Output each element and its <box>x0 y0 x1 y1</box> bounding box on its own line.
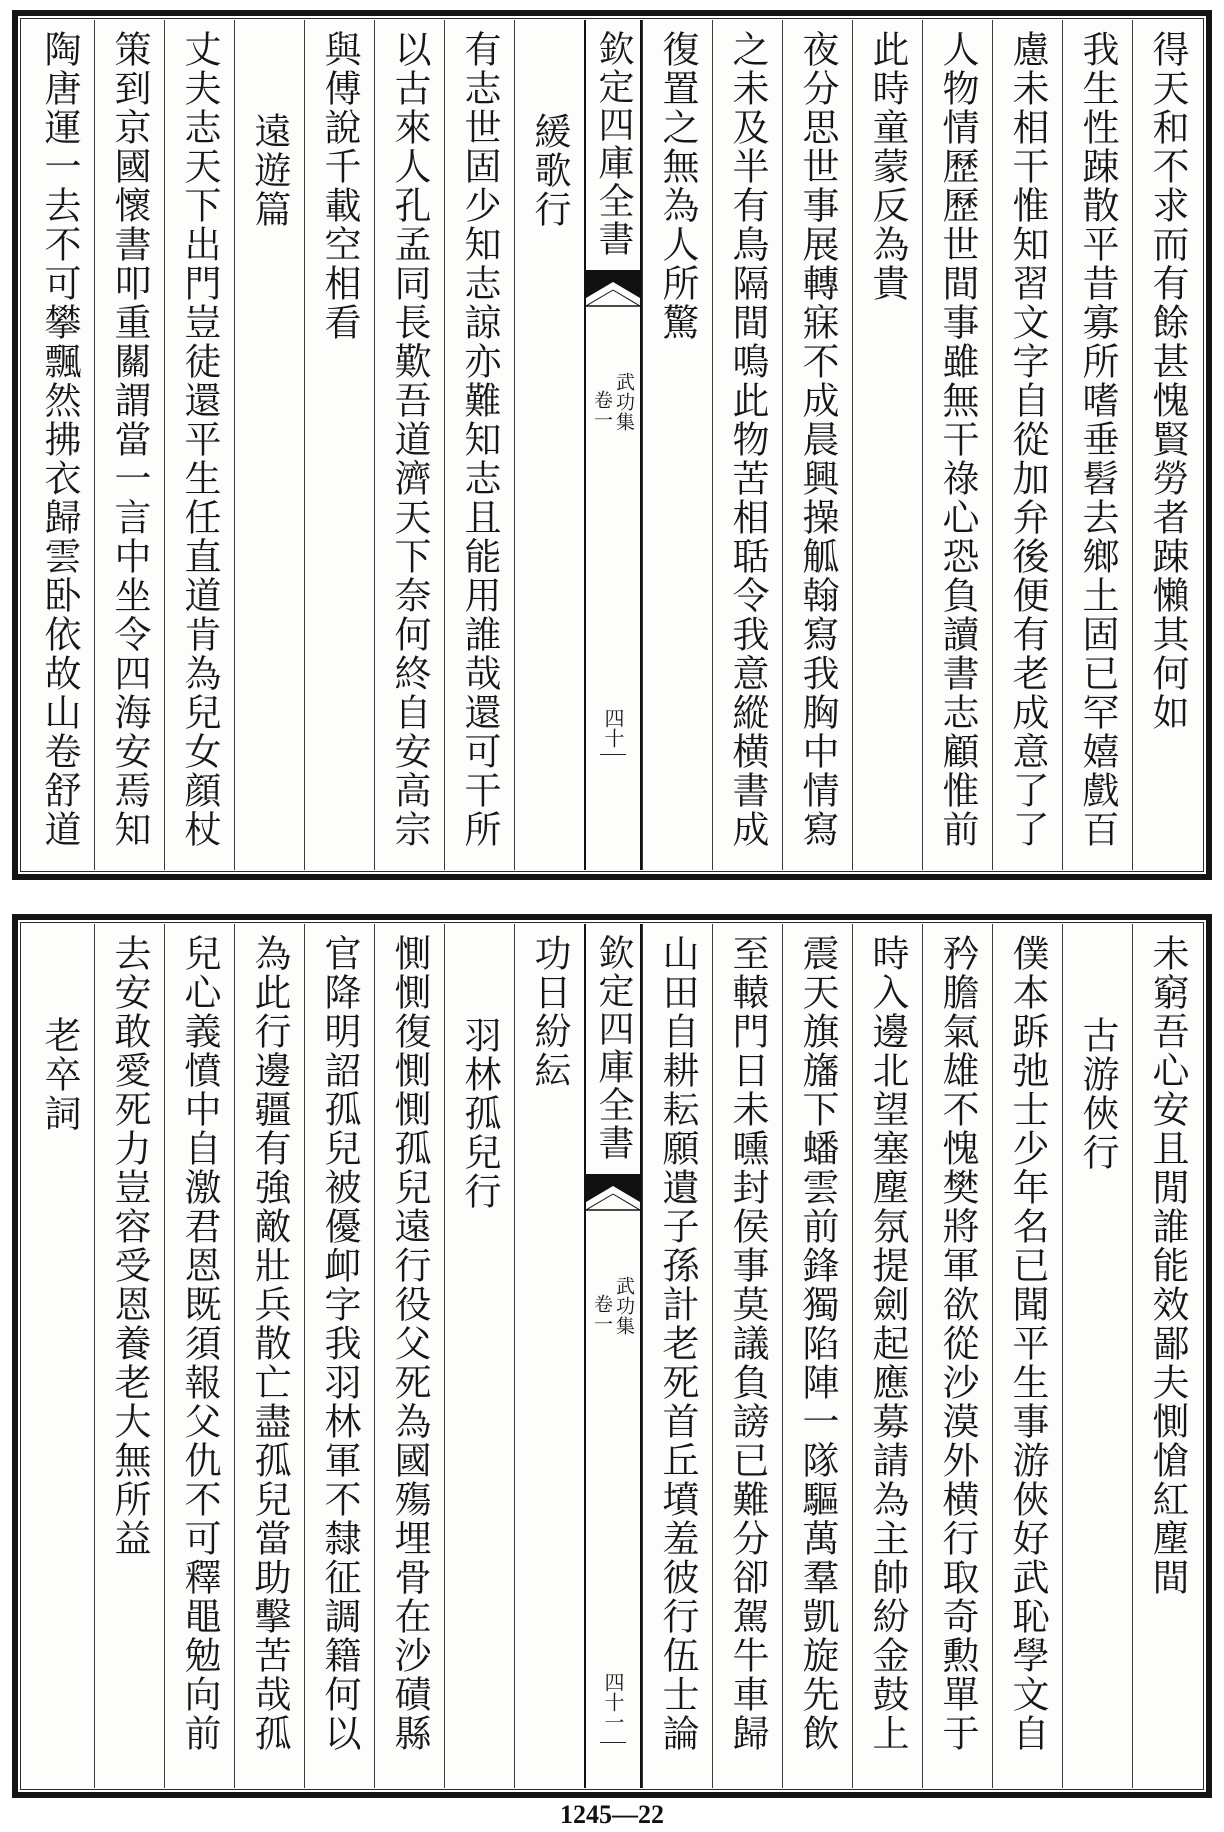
text-column: 至轅門日未曛封侯事莫議負謗已難分卻駕牛車歸 <box>712 924 782 1788</box>
bottom-text-columns <box>22 924 1202 1788</box>
leaf-number: 四十一 <box>601 1672 625 1732</box>
leaf-rule <box>600 754 626 755</box>
text-column: 有志世固少知志諒亦難知志且能用誰哉還可干所 <box>444 20 514 870</box>
page-code: 1245—22 <box>560 1800 664 1829</box>
text-column: 之未及半有鳥隔間鳴此物苦相聒令我意縱横書成 <box>712 20 782 870</box>
text-column: 得天和不求而有餘甚愧賢勞者踈懶其何如 <box>1132 20 1202 870</box>
text-column: 功日紛紜 <box>514 924 584 1788</box>
text-column: 官降明詔孤兒被優卹字我羽林軍不隸征調籍何以 <box>304 924 374 1788</box>
text-column: 山田自耕耘願遺子孫計老死首丘墳羞彼行伍士論 <box>642 924 712 1788</box>
text-column: 兒心義憤中自激君恩既須報父仇不可釋黽勉向前 <box>164 924 234 1788</box>
text-column: 夜分思世事展轉寐不成晨興操觚翰寫我胸中情寫 <box>782 20 852 870</box>
text-column: 我生性踈散平昔寡所嗜垂髫去鄉土固已罕嬉戲百 <box>1062 20 1132 870</box>
book-title: 武功集 <box>613 1276 635 1336</box>
text-column: 震天旗旛下蟠雲前鋒獨陷陣一隊驅萬羣凱旋先飲 <box>782 924 852 1788</box>
book-volume-label <box>590 1276 636 1336</box>
poem-title: 遠遊篇 <box>234 20 304 870</box>
fish-tail-mark <box>586 270 640 314</box>
series-title: 欽定四庫全書 <box>593 934 634 1162</box>
text-column: 陶唐運一去不可攀飄然拂衣歸雲卧依故山卷舒道 <box>38 30 81 849</box>
leaf-rule <box>600 1742 626 1743</box>
text-column: 僕本跅弛士少年名已聞平生事游俠好武恥學文自 <box>992 924 1062 1788</box>
poem-title: 緩歌行 <box>514 20 584 870</box>
text-column: 去安敢愛死力豈容受恩養老大無所益 <box>94 924 164 1788</box>
bottom-page-panel <box>12 914 1212 1798</box>
text-column: 未窮吾心安且閒誰能效鄙夫惻愴紅塵間 <box>1132 924 1202 1788</box>
book-title: 武功集 <box>613 372 635 432</box>
poem-title: 古游俠行 <box>1062 924 1132 1788</box>
text-column: 以古來人孔孟同長歎吾道濟天下奈何終自安高宗 <box>374 20 444 870</box>
leaf-number: 四十 <box>601 708 625 748</box>
volume-label: 卷一 <box>591 1294 613 1334</box>
text-column: 策到京國懷書叩重關謂當一言中坐令四海安焉知 <box>94 20 164 870</box>
top-page-panel <box>12 10 1212 880</box>
book-volume-label <box>590 372 636 432</box>
poem-title: 羽林孤兒行 <box>444 924 514 1788</box>
text-column: 人物情歷歷世間事雖無干祿心恐負讀書志顧惟前 <box>922 20 992 870</box>
text-column: 復置之無為人所驚 <box>642 20 712 870</box>
text-column: 與傅說千載空相看 <box>304 20 374 870</box>
text-column: 矜膽氣雄不愧樊將軍欲從沙漠外横行取奇勲單于 <box>922 924 992 1788</box>
text-column: 惻惻復惻惻孤兒遠行役父死為國殤埋骨在沙磧縣 <box>374 924 444 1788</box>
text-column: 時入邊北望塞塵氛提劍起應募請為主帥紛金鼓上 <box>852 924 922 1788</box>
fish-tail-mark <box>586 1174 640 1218</box>
top-text-columns <box>22 20 1202 870</box>
text-column: 慮未相干惟知習文字自從加弁後便有老成意了了 <box>992 20 1062 870</box>
text-column: 丈夫志天下出門豈徒還平生任直道肯為兒女顔杖 <box>164 20 234 870</box>
text-column: 此時童蒙反為貴 <box>852 20 922 870</box>
center-fold-band <box>584 924 642 1788</box>
volume-label: 卷一 <box>591 390 613 430</box>
center-fold-band <box>584 20 642 870</box>
poem-title: 老卒詞 <box>38 1016 81 1133</box>
series-title: 欽定四庫全書 <box>593 30 634 258</box>
text-column: 為此行邊疆有強敵壯兵散亡盡孤兒當助擊苦哉孤 <box>234 924 304 1788</box>
